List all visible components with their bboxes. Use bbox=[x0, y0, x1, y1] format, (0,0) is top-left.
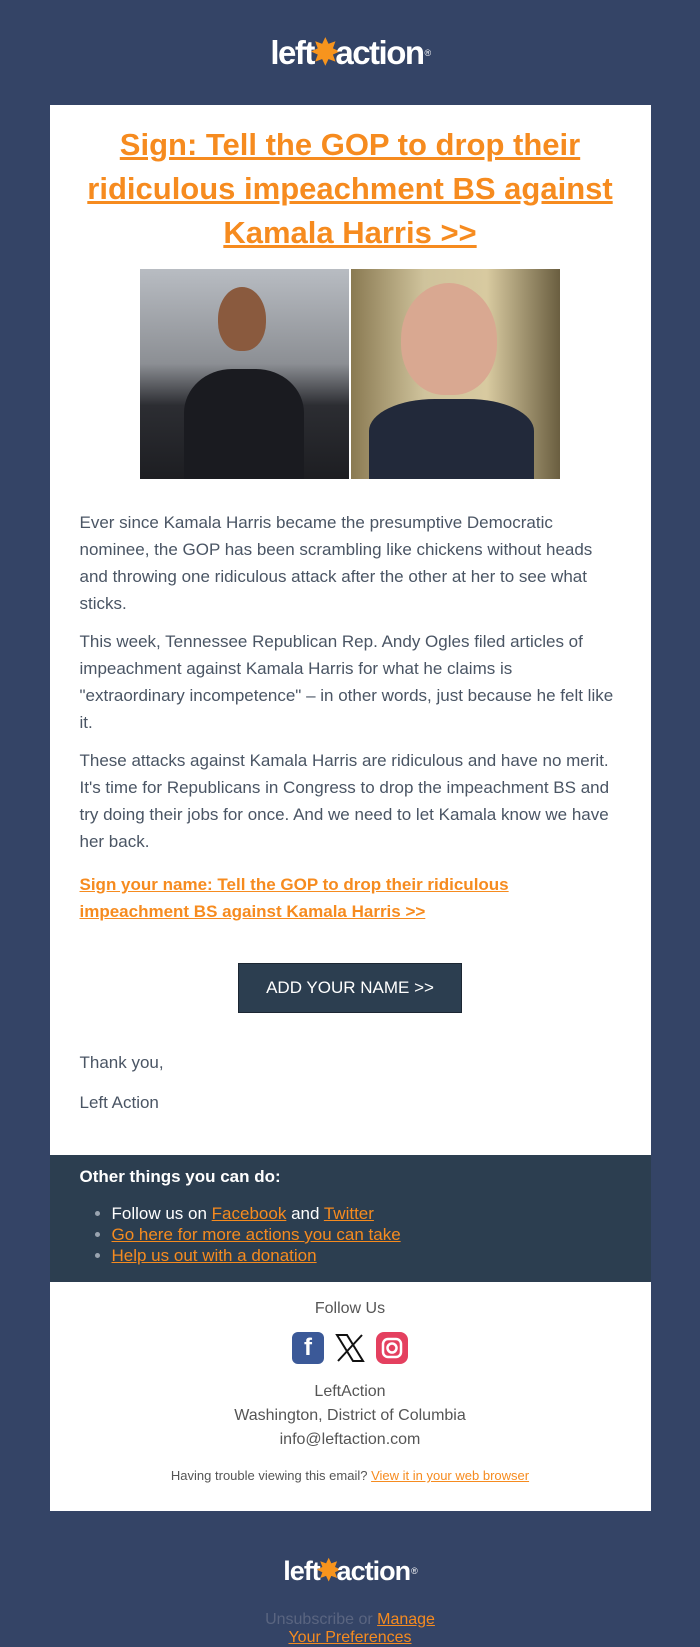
social-icons bbox=[80, 1332, 621, 1364]
registered-mark: ® bbox=[411, 1566, 417, 1576]
instagram-icon[interactable] bbox=[376, 1332, 408, 1364]
add-your-name-button[interactable]: ADD YOUR NAME >> bbox=[238, 963, 462, 1013]
photo-andy-ogles bbox=[351, 269, 560, 479]
headline-link[interactable]: Sign: Tell the GOP to drop their ridiculous impeachment BS against Kamala Harris >> bbox=[87, 127, 613, 250]
facebook-link[interactable]: Facebook bbox=[211, 1204, 287, 1223]
footer bbox=[50, 1282, 651, 1511]
paragraph-1: Ever since Kamala Harris became the presumptive Democratic nominee, the GOP has been scrambling like chickens without heads and throwing one ridiculous attack after the other at her to see what sticks. bbox=[79, 513, 593, 613]
list-item-follow bbox=[112, 1203, 621, 1224]
button-wrapper bbox=[80, 963, 621, 1013]
footer-logo[interactable] bbox=[0, 1511, 700, 1611]
headline bbox=[80, 123, 621, 255]
preferences-link[interactable]: Your Preferences bbox=[288, 1629, 412, 1646]
org-name: LeftAction bbox=[314, 1383, 386, 1400]
starburst-icon: ✸ bbox=[310, 33, 339, 72]
sign-name-link[interactable]: Sign your name: Tell the GOP to drop their ridiculous impeachment BS against Kamala Harris >> bbox=[79, 875, 509, 921]
web-browser-link[interactable]: View it in your web browser bbox=[371, 1468, 530, 1483]
other-actions-list bbox=[80, 1203, 621, 1266]
donation-link[interactable]: Help us out with a donation bbox=[111, 1246, 317, 1265]
other-actions-panel bbox=[50, 1155, 651, 1282]
unsubscribe-link[interactable]: Unsubscribe or bbox=[265, 1611, 378, 1628]
and-text: and bbox=[286, 1204, 324, 1223]
registered-mark: ® bbox=[424, 47, 430, 58]
org-email: info@leftaction.com bbox=[279, 1431, 421, 1448]
signature-text: Left Action bbox=[79, 1093, 159, 1112]
logo-left-text: left bbox=[270, 33, 314, 71]
list-item-donation bbox=[112, 1245, 621, 1266]
logo-left-text: left bbox=[283, 1555, 320, 1586]
photo-kamala-harris bbox=[140, 269, 349, 479]
list-item-more-actions bbox=[112, 1224, 621, 1245]
paragraph-3: These attacks against Kamala Harris are ridiculous and have no merit. It's time for Republicans in Congress to drop the impeachment BS and try doing their jobs for once. And we need to let Kamala know we have her back. bbox=[79, 751, 610, 851]
x-twitter-icon[interactable] bbox=[334, 1332, 366, 1364]
follow-us-label: Follow Us bbox=[314, 1300, 386, 1317]
trouble-text: Having trouble viewing this email? bbox=[170, 1468, 372, 1483]
facebook-icon[interactable]: f bbox=[292, 1332, 324, 1364]
email-card bbox=[50, 105, 651, 1511]
main-content bbox=[50, 105, 651, 1155]
header-logo[interactable] bbox=[0, 0, 700, 105]
signoff bbox=[80, 1053, 621, 1113]
paragraph-2: This week, Tennessee Republican Rep. Andy Ogles filed articles of impeachment against Kamala Harris for what he claims is "extraordinary incompetence" – in other words, just because he felt like it. bbox=[79, 632, 614, 732]
thank-you-text: Thank you, bbox=[79, 1053, 164, 1072]
other-actions-title: Other things you can do: bbox=[79, 1167, 281, 1186]
starburst-icon: ✸ bbox=[316, 1555, 340, 1587]
twitter-link[interactable]: Twitter bbox=[323, 1204, 374, 1223]
body-text bbox=[80, 509, 621, 855]
more-actions-link[interactable]: Go here for more actions you can take bbox=[111, 1225, 401, 1244]
manage-link[interactable]: Manage bbox=[377, 1611, 435, 1628]
trouble-viewing bbox=[80, 1468, 621, 1483]
unsubscribe-area bbox=[0, 1611, 700, 1647]
org-location: Washington, District of Columbia bbox=[234, 1407, 466, 1424]
hero-image[interactable] bbox=[140, 269, 560, 479]
logo-right-text: action bbox=[335, 33, 424, 71]
logo-right-text: action bbox=[336, 1555, 411, 1586]
follow-prefix-text: Follow us on bbox=[111, 1204, 212, 1223]
